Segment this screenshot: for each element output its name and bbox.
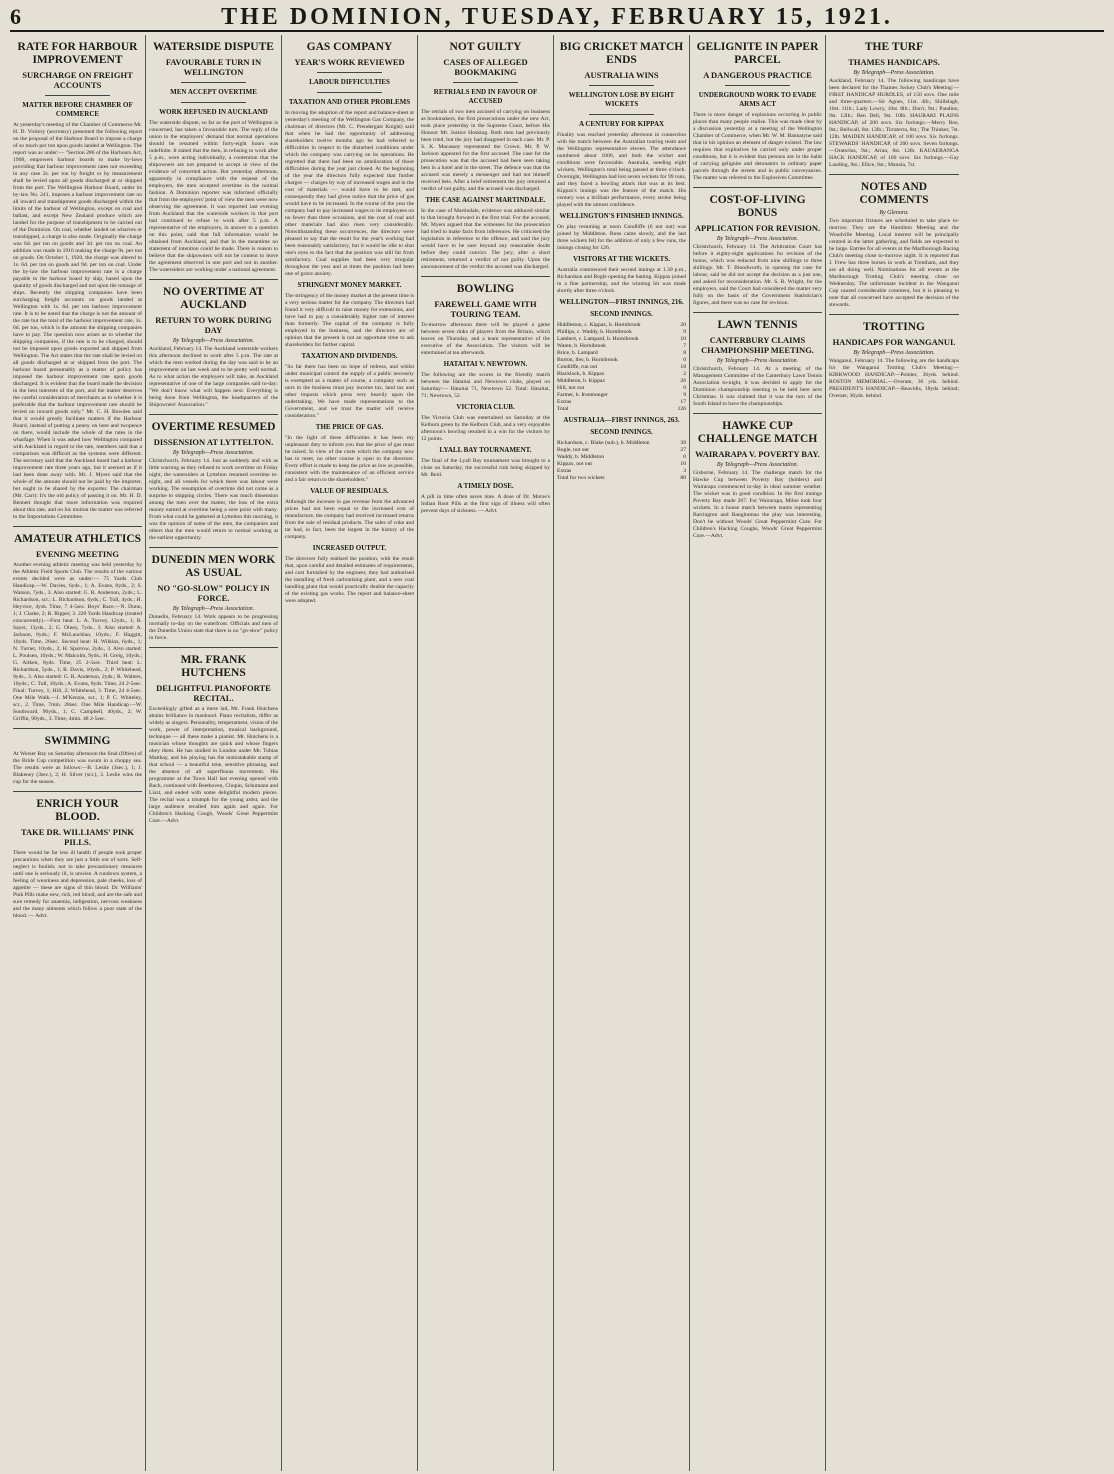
batsman-runs: 39	[680, 440, 686, 446]
article	[693, 41, 822, 182]
batsman-name: Burton, lbw, b. Hornibrook	[557, 357, 618, 363]
subsection-title: VALUE OF RESIDUALS.	[310, 487, 389, 495]
subsection-title: STRINGENT MONEY MARKET.	[297, 281, 402, 289]
page-number: 6	[10, 4, 21, 29]
article-headline: NO OVERTIME AT AUCKLAND	[163, 286, 264, 311]
column-rule	[693, 312, 822, 313]
article-headline: GELIGNITE IN PAPER PARCEL	[696, 41, 819, 66]
article-subhead: YEAR'S WORK REVIEWED	[294, 57, 405, 67]
batsman-runs: 18	[680, 364, 686, 370]
sub-rule	[453, 82, 518, 83]
batsman-runs: 0	[683, 357, 686, 363]
sub-rule	[317, 72, 382, 73]
column-5	[554, 35, 690, 1471]
batsman-name: Kippax, not out	[557, 461, 592, 467]
column-rule	[693, 187, 822, 188]
article-body: The retrials of two men accused of carrying on business as bookmakers, the first prosecutions under the new Act, took place yesterday in the Supreme Court, before His Honour Mr. Justice Hosking. Both men had previously been tried, but the jury had disagreed in each case. Mr. P. S. K. Macassey represented the Crown. Mr. P. W. Jackson appeared for the first accused. The case for the prosecution was that the accused had been seen taking bets in a hotel and in the street. The defence was that the accused was merely a messenger and had not himself received bets. After a brief retirement the jury returned a verdict of not guilty, and the accused was discharged.	[421, 109, 550, 192]
article-byline: By Telegraph—Press Association.	[853, 70, 935, 76]
scorecard-title: WELLINGTON—FIRST INNINGS, 216.	[559, 298, 684, 306]
article-byline: By Telegraph—Press Association.	[853, 350, 935, 356]
article-body: There would be far less ill health if people took proper precautions when they are just a little out of sorts. Self-neglect is foolish; not to take precautionary measures until one is seriously ill, is unwise. A rundown system, a feeling of weariness and depression, pale cheeks, loss of appetite — these are signs of thin blood. Dr. Williams' Pink Pills make new, rich, red blood, and are the safe and sure remedy for anaemia, indigestion, nervous weakness and the many ailments which follow a poor state of the blood. — Advt.	[13, 850, 142, 919]
subsection-title: VISITORS AT THE WICKETS.	[572, 255, 670, 263]
column-1	[10, 35, 146, 1471]
scorecard-row	[557, 461, 686, 468]
scorecard-title: AUSTRALIA—FIRST INNINGS, 263.	[563, 416, 680, 424]
column-4	[418, 35, 554, 1471]
article	[13, 728, 142, 786]
article	[149, 279, 278, 409]
subsection-title: HATAITAI V. NEWTOWN.	[443, 360, 528, 368]
article	[149, 414, 278, 542]
article	[693, 413, 822, 540]
column-rule	[13, 791, 142, 792]
article-subhead: MATTER BEFORE CHAMBER OF COMMERCE	[22, 101, 133, 118]
subsection-title: VICTORIA CLUB.	[456, 403, 515, 411]
scorecard-table	[557, 322, 686, 413]
scorecard-row	[557, 392, 686, 399]
batsman-runs: 0	[683, 454, 686, 460]
column-3	[282, 35, 418, 1471]
article-headline: GAS COMPANY	[306, 41, 393, 53]
batsman-runs: 2	[683, 371, 686, 377]
article-byline: By Telegraph—Press Association.	[716, 358, 799, 364]
column-rule	[421, 276, 550, 277]
article-subhead: NO "GO-SLOW" POLICY IN FORCE.	[157, 583, 270, 603]
article-headline: DUNEDIN MEN WORK AS USUAL	[151, 554, 276, 579]
batsman-runs: 7	[683, 343, 686, 349]
scorecard-row	[557, 322, 686, 329]
article-headline: COST-OF-LIVING BONUS	[709, 194, 806, 219]
batsman-name: Condliffe, run out	[557, 364, 598, 370]
article	[149, 647, 278, 825]
article-body: Finality was reached yesterday afternoon in connection with the match between the Australian touring team and the Wellington representative eleven. The attendance numbered about 1000, and both the wicket and conditions were favourable. Australia, needing eight wickets, Wellington's total being passed at three o'clock. Overnight, Wellington had lost seven wickets for 99 runs, and they faced a bowling attack that was at its best. Kippax's innings was the feature of the match. His century was a brilliant performance, every stroke being played with the utmost confidence.	[557, 132, 687, 208]
article	[557, 41, 686, 482]
scorecard-row	[557, 336, 686, 343]
subsection-body: The following are the scores in the friendly match between the Hataitai and Newtown clubs, played on Saturday:— Hataitai 71, Newtown 52. Total: Hataitai, 71; Newtown, 52.	[421, 372, 550, 399]
columns-container	[10, 35, 1104, 1471]
article	[13, 791, 142, 920]
article-headline: MR. FRANK HUTCHENS	[180, 654, 247, 679]
subsection-title: THE PRICE OF GAS.	[315, 423, 384, 431]
article-subhead: A CENTURY FOR KIPPAX	[578, 120, 665, 128]
article-byline: By Telegraph—Press Association.	[172, 450, 255, 456]
scorecard-row	[557, 364, 686, 371]
article-subhead: WAIRARAPA V. POVERTY BAY.	[695, 449, 820, 459]
column-rule	[13, 526, 142, 527]
sub-rule	[45, 95, 110, 96]
article-body: To-morrow afternoon there will be played a game between seven rinks of players from the Britain, which leaves on Thursday, and a team representative of the executive of the Association. The visitors will be entertained at tea afterwards.	[421, 322, 550, 356]
article-headline: RATE FOR HARBOUR IMPROVEMENT	[17, 41, 138, 66]
subsection-title: INCREASED OUTPUT.	[312, 544, 387, 552]
article-byline: By Telegraph—Press Association.	[172, 606, 255, 612]
sub-rule	[589, 85, 654, 86]
masthead	[10, 4, 1104, 32]
article-byline: By Glenora.	[879, 210, 909, 216]
article-headline: WATERSIDE DISPUTE	[153, 41, 274, 53]
subsection-title: THE CASE AGAINST MARTINDALE.	[425, 196, 546, 204]
batsman-runs: 27	[680, 447, 686, 453]
batsman-runs: 126	[677, 406, 686, 412]
subsection-body: "So far there has been no hope of redress, and whilst under municipal control the supply of a public necessity is exempted as a matter of course, a company such as ours in the business must pay income tax, land tax and other imposts which press very heavily upon the undertaking. We have made representations to the Government, and we trust the matter will receive consideration."	[285, 364, 414, 419]
article-headline: AMATEUR ATHLETICS	[13, 533, 142, 545]
column-rule	[829, 174, 959, 175]
article-body: Christchurch, February 14. The Arbitration Court has before it eighty-eight applications for revision of the bonus, which was reduced from nine shillings to three shillings. Mr. T. Bloodworth, in opening the case for labour, said he did not accept the decision as a just one, and asked for reconsideration. Mr. S. R. Wright, for the employers, said the Court had considered the matter very fully on the basis of the Government Statistician's figures, and there was no case for revision.	[693, 244, 822, 306]
article-headline: THE TURF	[864, 41, 924, 53]
column-2	[146, 35, 282, 1471]
batsman-runs: 9	[683, 329, 686, 335]
article-subhead: RETURN TO WORK DURING DAY	[155, 315, 272, 335]
batsman-name: Extras	[557, 468, 572, 474]
article-subhead: SURCHARGE ON FREIGHT ACCOUNTS	[22, 70, 133, 90]
article-body: There is more danger of explosions occurring in public places than many people realise. This was made clear by a discussion yesterday at a meeting of the Wellington Chamber of Commerce, when Mr. W. M. Bannatyne said that in his opinion an element of danger existed. The law requires that explosives be carried only under proper conditions, but it is evident that persons are in the habit of carrying gelignite and detonators in ordinary paper parcels through the streets and in public conveyances. The matter was referred to the Explosives Committee.	[693, 112, 822, 181]
article-body: Christchurch, February 14. At a meeting of the Management Committee of the Canterbury Lawn Tennis Association to-night, it was decided to apply for the Dominion championship meeting to be held here next Christmas. It was claimed that it was the turn of the South Island to have the championships.	[693, 366, 822, 407]
article	[829, 41, 959, 169]
article-subhead: TAXATION AND OTHER PROBLEMS	[288, 98, 411, 106]
scorecard-row	[557, 447, 686, 454]
batsman-name: Hiddleston, c. Kippax, b. Hornibrook	[557, 322, 641, 328]
batsman-name: Waren, b. Hornibrook	[557, 343, 606, 349]
column-7	[826, 35, 962, 1471]
batsman-runs: 20	[680, 322, 686, 328]
article	[149, 41, 278, 274]
article-headline: TROTTING	[863, 321, 925, 333]
article	[421, 41, 550, 271]
article-subhead: WORK REFUSED IN AUCKLAND	[159, 108, 268, 116]
scorecard-table	[557, 440, 686, 482]
sub-rule	[725, 85, 790, 86]
scorecard-row	[557, 454, 686, 461]
scorecard-subtitle: SECOND INNINGS.	[590, 428, 653, 436]
subsection-body: The final of the Lyall Bay tournament was brought to a close on Saturday, the successful rink being skipped by Mr. Reid.	[421, 458, 550, 478]
article-subhead: HANDICAPS FOR WANGANUI.	[832, 337, 956, 347]
subsection-body: A pill in time often saves nine. A dose of Dr. Morse's Indian Root Pills at the first sign of illness will often prevent days of sickness. — Advt.	[421, 494, 550, 514]
scorecard-row	[557, 440, 686, 447]
article-body: Dunedin, February 14. Work appears to be progressing normally to-day on the waterfront. Officials and men of the Dunedin Union state that there is no "go-slow" policy in force.	[149, 614, 278, 641]
article-headline: NOTES AND COMMENTS	[859, 181, 929, 206]
column-rule	[13, 728, 142, 729]
sub-rule	[317, 92, 382, 93]
scorecard-row	[557, 343, 686, 350]
article-subhead: MEN ACCEPT OVERTIME	[170, 88, 257, 96]
article-subhead: UNDERGROUND WORK TO EVADE ARMS ACT	[698, 91, 817, 108]
article-body: Auckland, February 14. The following handicaps have been declared for the Thames Jockey Club's Meeting:— FIRST HANDICAP HURDLES, of 150 sovs. One mile and three-quarters.—Sir Agnes, 11st. 4lb.; Shillelagh, 10st. 11lb.; Lady Lowry, 10st. 8lb.; Don't, 9st.; Pandino, 9st. 12lb.; Ben Dell, 9st. 10lb. HAURAKI PLAINS HANDICAP, of 200 sovs. Six furlongs.—Merry Roe, 9st.; Bellwall, 8st. 12lb.; Tirraterra, 8st.; The Thinker, 7st. 12lb. MAIDEN HANDICAP, of 100 sovs. Six furlongs. STEWARDS' HANDICAP, of 200 sovs. Seven furlongs.—Oratorius, 9st.; Arran, 8st. 12lb. KAUAERANGA HACK HANDICAP, of 100 sovs. Six furlongs.—Gay Landing, 9st.; Ellice, 8st.; Manaia, 7st.	[829, 78, 959, 168]
column-rule	[149, 647, 278, 648]
scorecard-subtitle: SECOND INNINGS.	[590, 310, 653, 318]
article-subhead: TAKE DR. WILLIAMS' PINK PILLS.	[20, 827, 135, 847]
subsection-title: TAXATION AND DIVIDENDS.	[301, 352, 398, 360]
sub-rule	[589, 114, 654, 115]
scorecard-row	[557, 406, 686, 413]
article	[421, 276, 550, 515]
article-subhead: APPLICATION FOR REVISION.	[694, 223, 821, 233]
article	[13, 41, 142, 521]
article-headline: BOWLING	[456, 283, 515, 295]
column-6	[690, 35, 826, 1471]
scorecard-row	[557, 329, 686, 336]
subsection-body: The directors fully realised the position, with the result that, upon careful and detailed estimates of requirements, and cost furnished by the engineer, they had authorised the installing of fresh carbonising plant, and a new coal handling plant that would practically double the capacity of the existing gas works. The report and balance-sheet were adopted.	[285, 556, 414, 604]
article-byline: By Telegraph—Press Association.	[716, 236, 799, 242]
article-body: At yesterday's meeting of the Chamber of Commerce Mr. H. D. Vickery (secretary) presented the following report on the proposal of the Harbour Board to impose a charge of so much per ton upon goods landed at Wellington. The report was as under:— "Section 286 of the Harbours Act, 1908, empowers harbour boards to make by-laws providing that harbour improvement rates not exceeding in any case 2s. per ton by freight or by measurement shall be levied upon all goods discharged at or shipped from the port. The Wellington Harbour Board, under its by-law No. 241, imposes a harbour improvement rate on all inward and transhipment goods discharged within the limits of the harbour of Wellington, except on coal and ballast, and except New Zealand produce which are landed for the purpose of transhipment to be carried out of the Dominion. On coal, whether landed on wharves or transhipped, a charge is also made. Originally the charge was 6d. per ton on goods and 3d. per ton on coal. An addition was made in 1916 making the charge 9s. per ton on goods. On October 1, 1920, the charge was altered to 1s. 6d. per ton on goods and 9d. per ton on coal. Under the by-law the harbour improvement rate is a charge payable to the harbour board by ship, based upon the quantity of goods discharged and not upon the tonnage of ships. Recently the shipping companies have been surcharging freight accounts on goods landed at Wellington with 1s. 6d. per ton harbour improvement rate. It is to be noted that the charge is not the amount of the rate but the total of the harbour improvement rate, 1s. 6d. per ton, which is the amount the shipping companies have to pay. The question now arises as to whether the shipping companies, if the rate is to be charged, should not be imposed upon goods exported and shipped from Wellington. The Act states that the rate shall be levied on all goods discharged at or shipped from the port. The harbour board presumably as a matter of policy has imposed the harbour improvement rate upon goods discharged. It is evident that the board made the decision in the best interests of the port, and the matter deserves the careful consideration of merchants as to whether it is preferable that the harbour improvement rate should be levied on inward goods only." Mr. C. H. Bowden said that it would greatly facilitate matters if the Harbour Board, instead of putting a penny on here and twopence on there, would include the whole of the rates in the wharfage. When it was asked how Wellington compared with Auckland in regard to the rate, members said that a comparison was difficult as the systems were different. The secretary said that the Auckland board had a harbour improvement rate three years ago, but it seemed as if it had been done away with. Mr. J. Myers said that the whole of the amount should not be paid by the importer, but ought to be shared by the exporter. The chairman (Mr. Carr): It's the old policy of passing it on. Mr. H. D. Bennett thought that more information was required about this rate, and on his motion the matter was referred to the Importations Committee.	[13, 122, 142, 520]
scorecard-row	[557, 399, 686, 406]
article-subhead: AUSTRALIA WINS	[584, 70, 659, 80]
batsman-runs: 10	[680, 336, 686, 342]
article-byline: By Telegraph—Press Association.	[716, 462, 799, 468]
sub-rule	[181, 102, 246, 103]
batsman-name: Waddy, b. Middleton	[557, 454, 605, 460]
sub-rule	[181, 82, 246, 83]
article-body: Wanganui, February 14. The following are the handicaps for the Wanganui Trotting Club's Meeting:— KIRKWOOD HANDICAP.—Pointer, 36yds. behind. ROSTON MEMORIAL.—Overate, 36 yds. behind. PRESIDENT'S HANDICAP.—Beavidis, 18yds. behind; Overate, 36yds. behind.	[829, 358, 959, 399]
batsman-name: Extras	[557, 399, 572, 405]
subsection-body: "In the light of these difficulties it has been my unpleasant duty to inform you that the price of gas must be raised. In view of the costs which the company now has to meet, no other course is open to the directors. Every effort is made to keep the price as low as possible, consistent with the maintenance of an efficient service and a fair return to the shareholders."	[285, 435, 414, 483]
batsman-runs: 26	[680, 378, 686, 384]
batsman-name: Farmer, b. Ironmonger	[557, 392, 608, 398]
article-headline: OVERTIME RESUMED	[151, 421, 276, 433]
masthead-title: THE DOMINION, TUESDAY, FEBRUARY 15, 1921.	[221, 3, 893, 30]
article-headline: NOT GUILTY	[449, 41, 522, 53]
article-subhead: LABOUR DIFFICULTIES	[309, 78, 390, 86]
scorecard-row	[557, 350, 686, 357]
batsman-runs: 80	[680, 475, 686, 481]
article	[829, 174, 959, 309]
column-rule	[149, 547, 278, 548]
batsman-runs: 10	[680, 461, 686, 467]
scorecard-row	[557, 357, 686, 364]
batsman-name: Hill, not out	[557, 385, 585, 391]
article-subhead: A DANGEROUS PRACTICE	[703, 70, 812, 80]
article-subhead: RETRIALS END IN FAVOUR OF ACCUSED	[433, 88, 538, 105]
batsman-name: Middleton, b. Kippax	[557, 378, 606, 384]
batsman-runs: 9	[683, 392, 686, 398]
article-headline: BIG CRICKET MATCH ENDS	[559, 41, 684, 66]
article-body: Christchurch, February 14. Just as suddenly and with as little warning as they refused to work overtime on Friday night, the watersiders at Lyttelton resumed overtime to-night, and all vessels for which there was labour were working. The resumption of overtime did not come as a surprise to shipping circles. There was much dissension among the men over the matter, the loss of the extra money earned at overtime being a sore point with many. From what could be gathered at Lyttelton this morning, it was the opinion of some of the men, the companies and others that the men would return to normal working at the earliest opportunity.	[149, 458, 278, 541]
subsection-title: A TIMELY DOSE.	[457, 482, 514, 490]
article-headline: SWIMMING	[44, 735, 111, 747]
article-subhead: DELIGHTFUL PIANOFORTE RECITAL.	[156, 683, 271, 703]
batsman-name: Phillips, c. Waddy, b. Hornibrook	[557, 329, 632, 335]
batsman-name: Richardson, c. Blake (sub.), b. Middleton	[557, 440, 650, 446]
article-headline: ENRICH YOUR BLOOD.	[36, 798, 119, 823]
article-body: At Worser Bay on Saturday afternoon the final (fifties) of the Bride Cup competition was swum in a choppy sea. The results were as follows:—B. Leslie (3sec.), 1; J. Blakeney (3sec.), 2; H. Silver (scr.), 3. Leslie wins the cup for the season.	[13, 751, 142, 785]
subsection-body: Although the increase in gas revenue from the advanced prices had not been equal to the increased cost of manufacture, the company had received increased returns from the sale of residual products. The sales of coke and tar had, in fact, been the largest in the history of the company.	[285, 499, 414, 540]
article	[285, 41, 414, 605]
article-body: Another evening athletic meeting was held yesterday by the Athletic Field Sports Club. The results of the various events decided were as under:— 75 Yards Club Handicap.—W. Davies, 6yds., 1; A. Evans, 8yds., 2; S. Watson, 7yds., 3. Also started: G. R. Anderson, 2yds.; L. Richardson, scr.; L. Richardson, 6yds.; C. Tull, 4yds.; H. Heyvice, 4yds. Time, 7 4-5sec. Boys' Race.—N. Dunn, 1; J. Clarke, 2; R. Ripper, 3. 220 Yards Handicap (treated concurrently).—First heat: L. A. Turvey, 12yds., 1; B. Sayer, 13yds., 2; G. Olney, 7yds., 3. Also started: A. Jackson, 6yds.; F. McLauchlan, 10yds.; F. Haggitt, 10yds. Time, 26sec. Second heat: H. Wilkins, 6yds., 1; N. Turner, 10yds., 2; H. Sparrow, 2yds., 3. Also started: L. Poulsen, 10yds.; W. Malcolm, 9yds.; H. Greig, 10yds.; G. Aitken, 8yds. Time, 25 2-5sec. Third heat: L. Richardson, 5yds., 1; R. Davis, 10yds., 2; P. Whitehead, 9yds., 3. Also started: G. R. Anderson, 2yds.; R. Walters, 10yds.; C. Tull, 10yds.; A. Evans, 8yds. Time, 24 2-5sec. Final: Turvey, 1; Hill, 2; Whitehead, 3. Time, 24 4-5sec. One Mile Walk.—J. M'Kenzie, scr., 1; P. C. Whiteley, scr., 2. Time, 7min. 28sec. One Mile Handicap.—W. Southward, 90yds., 1; C. Campbell, 40yds., 2; W. Griffin, 90yds., 3. Time, 4min. 48 2-5sec.	[13, 562, 142, 722]
scorecard-row	[557, 468, 686, 475]
article-subhead: CASES OF ALLEGED BOOKMAKING	[443, 57, 528, 77]
column-rule	[829, 314, 959, 315]
article	[693, 312, 822, 408]
subsection-title: WELLINGTON'S FINISHED INNINGS.	[559, 212, 684, 220]
article-body: Exceedingly gifted as a mere lad, Mr. Frank Hutchens attains brilliance in manhood. Piano recitalists, differ as widely as singers. Personality, temperament, vision of the work, power of interpretation, musical background, technique — all these make a pianist. Mr. Hutchens is a musician whose thoughts are quick and whose fingers obey them. He has studied in London under Mr. Tobias Matthay, and his playing has the unmistakable stamp of that school — a beautiful tone, sensitive phrasing, and the absence of all superfluous movement. His programme at the Town Hall last evening opened with Bach, continued with Beethoven, Chopin, Schumann and Liszt, and ended with some delightful modern pieces. The recital was a triumph for the young artist, and the large audience recalled him again and again. For Children's Hacking Cough, Woods' Great Peppermint Cure.—Advt.	[149, 706, 278, 824]
batsman-runs: 0	[683, 385, 686, 391]
article-body: The waterside dispute, so far as the port of Wellington is concerned, has taken a favourable turn. The reply of the union to the employers' demand that normal operations should be resumed within forty-eight hours was indefinite. It stated that the men, in refusing to work after 5 p.m., were acting individually, a contention that the shipowners are not prepared to accept in view of the evidence of concerted action. But yesterday afternoon, apparently in compliance with the request of the employers, the men accepted overtime in the normal fashion. A Dominion reporter was informed officially that from the employers' point of view the men were now observing the agreement. It was reported last evening from Auckland that the waterside workers in that port had continued to refuse to work after 5 p.m. A representative of the employers, in answer to a question on this point, said that full information would be obtained from Auckland, and that in the meantime no statement of intention could be made. There is reason to believe that the shipowners will not be content to leave the agreement observed in one port and not in another. The watersiders are working under a national agreement.	[149, 120, 278, 273]
article-subhead: EVENING MEETING	[36, 549, 119, 559]
subsection-body: The stringency of the money market at the present time is a very serious matter for the company. The directors had found it very difficult to raise money for extensions, and have had to pay a considerably higher rate of interest than formerly. The capital of the company is fully employed in the business, and the directors are of opinion that the present is not an opportune time to ask shareholders for further capital.	[285, 293, 414, 348]
batsman-name: Blacklock, b. Kippax	[557, 371, 605, 377]
column-rule	[149, 414, 278, 415]
article-headline: LAWN TENNIS	[717, 319, 798, 331]
subsection-body: On play resuming at noon Condliffe (6 not out) was joined by Middleton. Runs came slowly, and the last three wickets fell for the addition of only a few runs, the innings closing for 126.	[557, 224, 686, 251]
article-subhead: FAREWELL GAME WITH TOURING TEAM.	[434, 299, 537, 319]
article	[693, 187, 822, 307]
batsman-name: Lambert, c. Lampard, b. Hornibrook	[557, 336, 639, 342]
scorecard-row	[557, 371, 686, 378]
subsection-body: The Victoria Club was entertained on Saturday at the Kelburn green by the Kelburn Club, and a very enjoyable afternoon's bowling resulted in a win for the visitors by 12 points.	[421, 415, 550, 442]
batsman-runs: 3	[683, 468, 686, 474]
batsman-name: Brice, b. Lampard	[557, 350, 598, 356]
batsman-runs: 17	[680, 399, 686, 405]
article-subhead: FAVOURABLE TURN IN WELLINGTON	[165, 57, 262, 77]
article	[829, 314, 959, 400]
subsection-body: Australia commenced their second innings at 1.30 p.m., Richardson and Bogle opening the batting. Kippax joined in a fine partnership, and the winning hit was made shortly after three o'clock.	[557, 267, 686, 294]
article-body: Auckland, February 14. The Auckland waterside workers this afternoon declined to work after 5 p.m. The rate at which the men worked during the day was said to be an improvement on last week and to be pretty well normal. As to what action the employers will take, an Auckland representative of one of the large companies said to-day: "We don't know what will happen next. Everything is being done from Wellington, the headquarters of the Shipowners' Association."	[149, 346, 278, 408]
article-body: In moving the adoption of the report and balance-sheet at yesterday's meeting of the Wellington Gas Company, the chairman of directors (Mr. C. Prendergast Knight) said that when he had the opportunity of addressing shareholders twelve months ago he had referred to difficulties in respect to the disturbed conditions under which the company was carrying on its operations. He regretted that there had been no amelioration of those difficulties during the year just closed. At the beginning of the year the directors fully expected that further charges — charges by way of increased wages and in the cost of materials — would have to be met, and consequently they had given notice that the price of gas would have to be increased. In the course of the year the company had to pay increased wages to its employees on no fewer than three occasions, and the cost of coal and other materials had also risen very considerably. Notwithstanding these occurrences, the directors were pleased to say that the result for the year's working had been reasonably satisfactory, but it would be idle to shut one's eyes to the fact that the position was still far from satisfactory. Coal supplies had been very irregular throughout the year and at times the position had been one of grave anxiety.	[285, 110, 414, 277]
article-headline: HAWKE CUP CHALLENGE MATCH	[697, 420, 818, 445]
batsman-name: Total for two wickets	[557, 475, 605, 481]
subsection-title: LYALL BAY TOURNAMENT.	[439, 446, 532, 454]
batsman-runs: 8	[683, 350, 686, 356]
article-subhead: WELLINGTON LOSE BY EIGHT WICKETS	[568, 91, 675, 108]
scorecard-row	[557, 378, 686, 385]
article	[149, 547, 278, 642]
article-byline: By Telegraph—Press Association.	[172, 338, 255, 344]
batsman-name: Bogle, not out	[557, 447, 589, 453]
subsection-body: In the case of Martindale, evidence was adduced similar to that brought forward in the first trial. For the accused, Mr. Myers argued that the witnesses for the prosecution had tried to make facts from inferences. He criticised the legislation in reference to the offence, and said the jury would have to be sure beyond any reasonable doubt before they could convict. The jury, after a short retirement, returned a verdict of not guilty. Upon the announcement of the verdict the accused was discharged.	[421, 208, 550, 270]
column-rule	[693, 413, 822, 414]
column-rule	[149, 279, 278, 280]
article	[13, 526, 142, 723]
article-subhead: CANTERBURY CLAIMS CHAMPIONSHIP MEETING.	[701, 335, 814, 355]
article-body: Two important fixtures are scheduled to take place to-morrow. They are the Hamilton Meeting and the Woodville Meeting. Local interest will be principally centred in the latter gathering, and fields are expected to be large. Entries for all events at the Marlborough Racing Club's meeting close to-morrow night. It is reported that J. Frew has three horses in work at Trentham, and they are all doing well. Nominations for all events at the Marlborough Trotting Club's meeting close on Wednesday. The unfortunate incident in the Wanganui Cup caused considerable comment, but it is pleasing to note that all concerned have accepted the decision of the stewards.	[829, 218, 959, 308]
scorecard-row	[557, 385, 686, 392]
article-subhead: DISSENSION AT LYTTELTON.	[153, 437, 274, 447]
article-body: Gisborne, February 14. The challenge match for the Hawke Cup between Poverty Bay (holders) and Wairarapa commenced to-day in ideal summer weather. The wicket was in good condition. In the first innings Poverty Bay made 267. For Wairarapa, Milne took four wickets. In a house match between teams representing Barrington and Rangitumau the play was interesting. Don't be without Woods' Great Peppermint Cure. For Children's Hacking Coughs, Woods' Great Peppermint Cure.—Advt.	[693, 470, 822, 539]
scorecard-row	[557, 475, 686, 482]
batsman-name: Total	[557, 406, 569, 412]
article-subhead: THAMES HANDICAPS.	[848, 57, 940, 67]
